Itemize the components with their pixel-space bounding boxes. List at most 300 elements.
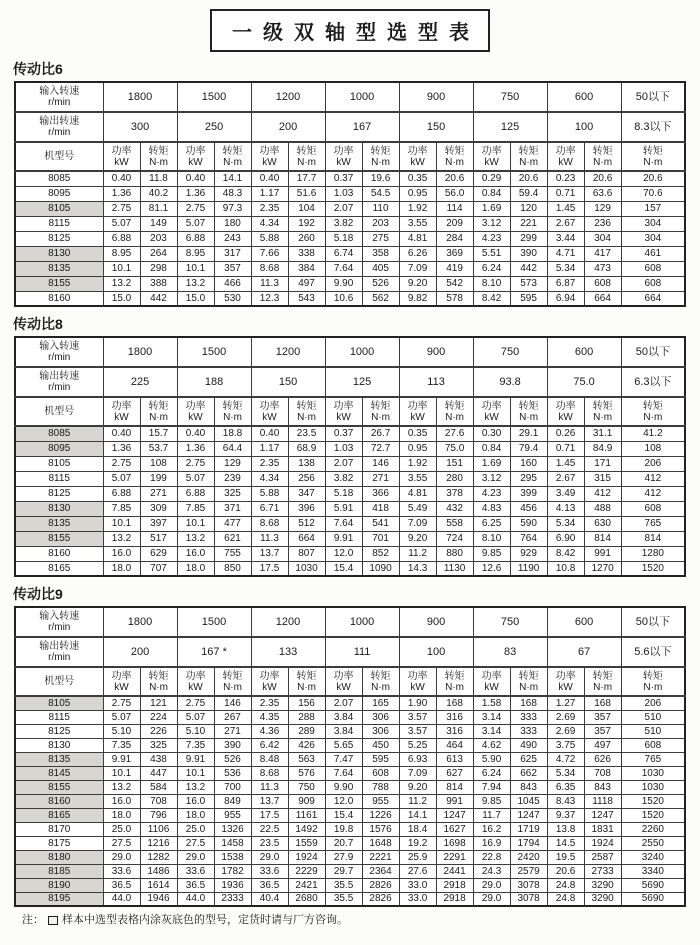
value-cell: 23.5 [288, 426, 325, 441]
value-cell: 19.8 [325, 822, 362, 836]
value-cell: 33.6 [251, 864, 288, 878]
value-cell: 1030 [621, 780, 685, 794]
value-cell: 9.20 [399, 276, 436, 291]
value-cell: 764 [510, 531, 547, 546]
output-speed-value: 150 [251, 367, 325, 397]
value-cell: 12.0 [325, 546, 362, 561]
model-cell: 8135 [15, 516, 103, 531]
value-cell: 16.9 [473, 836, 510, 850]
table-row [15, 216, 685, 231]
value-cell: 97.3 [214, 201, 251, 216]
value-cell: 1538 [214, 850, 251, 864]
value-cell: 765 [621, 516, 685, 531]
value-cell: 33.6 [177, 864, 214, 878]
value-cell: 397 [140, 516, 177, 531]
value-cell: 626 [584, 752, 621, 766]
value-cell: 129 [584, 201, 621, 216]
input-speed-value: 750 [473, 82, 547, 112]
value-cell: 664 [584, 291, 621, 306]
value-cell: 11.3 [251, 276, 288, 291]
value-cell: 13.2 [177, 276, 214, 291]
value-cell: 450 [362, 738, 399, 752]
value-cell: 20.7 [325, 836, 362, 850]
value-cell: 29.0 [473, 892, 510, 906]
value-cell: 510 [621, 724, 685, 738]
value-cell: 6.88 [103, 231, 140, 246]
torque-header: 转矩 N·m [140, 397, 177, 426]
value-cell: 3.12 [473, 216, 510, 231]
value-cell: 461 [621, 246, 685, 261]
value-cell: 1.92 [399, 201, 436, 216]
value-cell: 146 [362, 456, 399, 471]
value-cell: 104 [288, 201, 325, 216]
value-cell: 2421 [288, 878, 325, 892]
output-speed-value: 300 [103, 112, 177, 142]
value-cell: 814 [584, 531, 621, 546]
value-cell: 2.67 [547, 471, 584, 486]
torque-header: 转矩 N·m [214, 397, 251, 426]
table-row [15, 246, 685, 261]
value-cell: 25.9 [399, 850, 436, 864]
value-cell: 1326 [214, 822, 251, 836]
output-speed-value: 250 [177, 112, 251, 142]
power-header: 功率 kW [103, 142, 140, 171]
value-cell: 13.7 [251, 546, 288, 561]
value-cell: 5.10 [177, 724, 214, 738]
value-cell: 2.07 [325, 696, 362, 710]
value-cell: 6.90 [547, 531, 584, 546]
value-cell: 595 [362, 752, 399, 766]
value-cell: 3.84 [325, 710, 362, 724]
value-cell: 4.34 [251, 471, 288, 486]
output-speed-value: 167 * [177, 637, 251, 667]
value-cell: 180 [214, 216, 251, 231]
value-cell: 4.23 [473, 231, 510, 246]
value-cell: 15.0 [177, 291, 214, 306]
value-cell: 226 [140, 724, 177, 738]
value-cell: 442 [140, 291, 177, 306]
value-cell: 5.18 [325, 231, 362, 246]
value-cell: 56.0 [436, 186, 473, 201]
value-cell: 1.27 [547, 696, 584, 710]
value-cell: 19.5 [547, 850, 584, 864]
value-cell: 9.82 [399, 291, 436, 306]
value-cell: 17.5 [251, 561, 288, 576]
page-title-box [210, 9, 490, 52]
value-cell: 1486 [140, 864, 177, 878]
table-row [15, 201, 685, 216]
footnote-text: 样本中选型表格内涂灰底色的型号，定货时请与厂方咨询。 [62, 914, 348, 926]
value-cell: 3.57 [399, 724, 436, 738]
output-speed-value: 188 [177, 367, 251, 397]
value-cell: 304 [621, 231, 685, 246]
value-cell: 0.71 [547, 186, 584, 201]
value-cell: 5.90 [473, 752, 510, 766]
value-cell: 6.71 [251, 501, 288, 516]
value-cell: 662 [510, 766, 547, 780]
input-speed-row [15, 337, 685, 367]
model-cell: 8160 [15, 794, 103, 808]
torque-header: 转矩 N·m [214, 667, 251, 696]
input-speed-value: 900 [399, 607, 473, 637]
value-cell: 357 [214, 261, 251, 276]
value-cell: 24.8 [547, 892, 584, 906]
value-cell: 29.1 [510, 426, 547, 441]
value-cell: 6.35 [547, 780, 584, 794]
value-cell: 13.2 [103, 531, 140, 546]
output-speed-value: 150 [399, 112, 473, 142]
table-row [15, 501, 685, 516]
torque-header: 转矩 N·m [621, 667, 685, 696]
torque-header: 转矩 N·m [584, 397, 621, 426]
value-cell: 53.7 [140, 441, 177, 456]
value-cell: 333 [510, 710, 547, 724]
value-cell: 4.62 [473, 738, 510, 752]
power-header: 功率 kW [177, 667, 214, 696]
input-speed-header: 输入转速 r/min [15, 607, 103, 637]
value-cell: 20.6 [510, 171, 547, 186]
section-title-ratio9: 传动比9 [13, 586, 63, 602]
torque-header: 转矩 N·m [362, 142, 399, 171]
value-cell: 2.75 [177, 456, 214, 471]
column-header-row [15, 397, 685, 426]
value-cell: 608 [362, 766, 399, 780]
torque-header: 转矩 N·m [510, 397, 547, 426]
value-cell: 4.35 [251, 710, 288, 724]
value-cell: 0.35 [399, 426, 436, 441]
value-cell: 8.95 [177, 246, 214, 261]
value-cell: 5.49 [399, 501, 436, 516]
value-cell: 2.07 [325, 456, 362, 471]
value-cell: 11.3 [251, 780, 288, 794]
value-cell: 6.88 [103, 486, 140, 501]
value-cell: 1576 [362, 822, 399, 836]
value-cell: 10.1 [103, 261, 140, 276]
value-cell: 0.71 [547, 441, 584, 456]
value-cell: 5.07 [103, 216, 140, 231]
value-cell: 267 [214, 710, 251, 724]
value-cell: 0.84 [473, 186, 510, 201]
value-cell: 419 [436, 261, 473, 276]
value-cell: 17.5 [251, 808, 288, 822]
value-cell: 608 [621, 276, 685, 291]
model-cell: 8095 [15, 186, 103, 201]
value-cell: 426 [288, 738, 325, 752]
table-row [15, 780, 685, 794]
output-speed-value: 125 [473, 112, 547, 142]
value-cell: 796 [140, 808, 177, 822]
value-cell: 814 [436, 780, 473, 794]
value-cell: 541 [362, 516, 399, 531]
value-cell: 388 [140, 276, 177, 291]
value-cell: 2826 [362, 878, 399, 892]
value-cell: 10.6 [325, 291, 362, 306]
value-cell: 497 [584, 738, 621, 752]
value-cell: 8.10 [473, 531, 510, 546]
value-cell: 15.7 [140, 426, 177, 441]
value-cell: 171 [584, 456, 621, 471]
power-header: 功率 kW [251, 397, 288, 426]
value-cell: 390 [510, 246, 547, 261]
value-cell: 5.65 [325, 738, 362, 752]
value-cell: 317 [214, 246, 251, 261]
output-speed-value: 167 [325, 112, 399, 142]
value-cell: 2420 [510, 850, 547, 864]
value-cell: 701 [362, 531, 399, 546]
value-cell: 4.83 [473, 501, 510, 516]
value-cell: 199 [140, 471, 177, 486]
value-cell: 1190 [510, 561, 547, 576]
value-cell: 6.24 [473, 766, 510, 780]
value-cell: 466 [214, 276, 251, 291]
value-cell: 9.91 [325, 531, 362, 546]
value-cell: 4.81 [399, 486, 436, 501]
value-cell: 1520 [621, 561, 685, 576]
value-cell: 625 [510, 752, 547, 766]
value-cell: 338 [288, 246, 325, 261]
input-speed-value: 1800 [103, 337, 177, 367]
value-cell: 129 [214, 456, 251, 471]
model-cell: 8130 [15, 738, 103, 752]
model-cell: 8180 [15, 850, 103, 864]
value-cell: 157 [621, 201, 685, 216]
value-cell: 1492 [288, 822, 325, 836]
output-speed-row [15, 637, 685, 667]
model-cell: 8165 [15, 561, 103, 576]
value-cell: 3.14 [473, 724, 510, 738]
value-cell: 1.17 [251, 186, 288, 201]
torque-header: 转矩 N·m [510, 142, 547, 171]
value-cell: 27.6 [399, 864, 436, 878]
input-speed-value: 750 [473, 607, 547, 637]
input-speed-value: 600 [547, 337, 621, 367]
value-cell: 629 [140, 546, 177, 561]
value-cell: 6.26 [399, 246, 436, 261]
value-cell: 5.10 [103, 724, 140, 738]
power-header: 功率 kW [547, 397, 584, 426]
value-cell: 81.1 [140, 201, 177, 216]
value-cell: 8.10 [473, 276, 510, 291]
value-cell: 156 [288, 696, 325, 710]
power-header: 功率 kW [325, 142, 362, 171]
value-cell: 432 [436, 501, 473, 516]
value-cell: 852 [362, 546, 399, 561]
value-cell: 9.85 [473, 794, 510, 808]
value-cell: 120 [510, 201, 547, 216]
value-cell: 7.09 [399, 516, 436, 531]
value-cell: 40.4 [251, 892, 288, 906]
value-cell: 149 [140, 216, 177, 231]
value-cell: 2918 [436, 878, 473, 892]
power-header: 功率 kW [103, 667, 140, 696]
value-cell: 1831 [584, 822, 621, 836]
torque-header: 转矩 N·m [621, 142, 685, 171]
output-speed-value: 5.6以下 [621, 637, 685, 667]
value-cell: 0.35 [399, 171, 436, 186]
model-cell: 8125 [15, 486, 103, 501]
value-cell: 371 [214, 501, 251, 516]
value-cell: 2579 [510, 864, 547, 878]
output-speed-value: 83 [473, 637, 547, 667]
value-cell: 11.2 [399, 794, 436, 808]
value-cell: 108 [140, 456, 177, 471]
value-cell: 530 [214, 291, 251, 306]
value-cell: 1.90 [399, 696, 436, 710]
table-row [15, 546, 685, 561]
value-cell: 79.4 [510, 441, 547, 456]
value-cell: 20.6 [547, 864, 584, 878]
value-cell: 510 [621, 710, 685, 724]
value-cell: 5.07 [177, 710, 214, 724]
torque-header: 转矩 N·m [140, 142, 177, 171]
value-cell: 33.0 [399, 892, 436, 906]
value-cell: 8.43 [547, 794, 584, 808]
table-row [15, 822, 685, 836]
value-cell: 5.91 [325, 501, 362, 516]
value-cell: 562 [362, 291, 399, 306]
value-cell: 543 [288, 291, 325, 306]
table-row [15, 486, 685, 501]
output-speed-value: 100 [547, 112, 621, 142]
input-speed-row [15, 607, 685, 637]
value-cell: 325 [214, 486, 251, 501]
value-cell: 72.7 [362, 441, 399, 456]
value-cell: 473 [584, 261, 621, 276]
value-cell: 192 [288, 216, 325, 231]
value-cell: 5690 [621, 892, 685, 906]
value-cell: 18.0 [177, 561, 214, 576]
value-cell: 378 [436, 486, 473, 501]
ratio-8-section [0, 316, 700, 577]
value-cell: 991 [584, 546, 621, 561]
value-cell: 807 [288, 546, 325, 561]
value-cell: 2550 [621, 836, 685, 850]
value-cell: 417 [584, 246, 621, 261]
value-cell: 3.55 [399, 216, 436, 231]
output-speed-value: 75.0 [547, 367, 621, 397]
power-header: 功率 kW [251, 142, 288, 171]
model-column-header: 机型号 [15, 667, 103, 696]
value-cell: 316 [436, 710, 473, 724]
input-speed-value: 1000 [325, 337, 399, 367]
value-cell: 284 [436, 231, 473, 246]
value-cell: 0.26 [547, 426, 584, 441]
table-row [15, 186, 685, 201]
value-cell: 0.29 [473, 171, 510, 186]
value-cell: 2.35 [251, 201, 288, 216]
value-cell: 6.25 [473, 516, 510, 531]
value-cell: 29.7 [325, 864, 362, 878]
value-cell: 2587 [584, 850, 621, 864]
value-cell: 9.20 [399, 531, 436, 546]
input-speed-value: 1200 [251, 337, 325, 367]
value-cell: 25.0 [177, 822, 214, 836]
value-cell: 4.13 [547, 501, 584, 516]
power-header: 功率 kW [399, 667, 436, 696]
value-cell: 0.37 [325, 171, 362, 186]
value-cell: 316 [436, 724, 473, 738]
value-cell: 456 [510, 501, 547, 516]
value-cell: 299 [510, 231, 547, 246]
value-cell: 6.87 [547, 276, 584, 291]
model-cell: 8195 [15, 892, 103, 906]
value-cell: 573 [510, 276, 547, 291]
value-cell: 2221 [362, 850, 399, 864]
value-cell: 438 [140, 752, 177, 766]
value-cell: 6.24 [473, 261, 510, 276]
value-cell: 3.44 [547, 231, 584, 246]
value-cell: 412 [621, 471, 685, 486]
value-cell: 630 [584, 516, 621, 531]
value-cell: 627 [436, 766, 473, 780]
value-cell: 447 [140, 766, 177, 780]
value-cell: 955 [362, 794, 399, 808]
value-cell: 13.2 [177, 531, 214, 546]
output-speed-header: 输出转速 r/min [15, 637, 103, 667]
value-cell: 27.5 [103, 836, 140, 850]
value-cell: 526 [362, 276, 399, 291]
table-row [15, 231, 685, 246]
value-cell: 114 [436, 201, 473, 216]
value-cell: 26.7 [362, 426, 399, 441]
value-cell: 29.0 [473, 878, 510, 892]
value-cell: 608 [621, 738, 685, 752]
value-cell: 24.8 [547, 878, 584, 892]
value-cell: 1924 [584, 836, 621, 850]
model-cell: 8160 [15, 291, 103, 306]
value-cell: 664 [621, 291, 685, 306]
value-cell: 5.07 [177, 471, 214, 486]
value-cell: 44.0 [103, 892, 140, 906]
value-cell: 8.68 [251, 261, 288, 276]
value-cell: 4.36 [251, 724, 288, 738]
model-cell: 8155 [15, 276, 103, 291]
model-column-header: 机型号 [15, 397, 103, 426]
value-cell: 1282 [140, 850, 177, 864]
value-cell: 357 [584, 710, 621, 724]
value-cell: 236 [584, 216, 621, 231]
value-cell: 2.75 [103, 696, 140, 710]
value-cell: 13.2 [177, 780, 214, 794]
torque-header: 转矩 N·m [436, 667, 473, 696]
value-cell: 6.88 [177, 486, 214, 501]
value-cell: 750 [288, 780, 325, 794]
value-cell: 260 [288, 231, 325, 246]
value-cell: 542 [436, 276, 473, 291]
ratio-9-section [0, 586, 700, 907]
power-header: 功率 kW [547, 142, 584, 171]
value-cell: 7.35 [177, 738, 214, 752]
model-cell: 8105 [15, 201, 103, 216]
value-cell: 3078 [510, 878, 547, 892]
value-cell: 59.4 [510, 186, 547, 201]
table-row [15, 456, 685, 471]
value-cell: 843 [510, 780, 547, 794]
value-cell: 12.3 [251, 291, 288, 306]
value-cell: 206 [621, 456, 685, 471]
output-speed-value: 93.8 [473, 367, 547, 397]
table-row [15, 808, 685, 822]
value-cell: 512 [288, 516, 325, 531]
value-cell: 608 [621, 261, 685, 276]
value-cell: 405 [362, 261, 399, 276]
value-cell: 8.42 [473, 291, 510, 306]
value-cell: 1130 [436, 561, 473, 576]
value-cell: 16.0 [177, 546, 214, 561]
output-speed-row [15, 112, 685, 142]
value-cell: 20.6 [436, 171, 473, 186]
value-cell: 14.1 [399, 808, 436, 822]
